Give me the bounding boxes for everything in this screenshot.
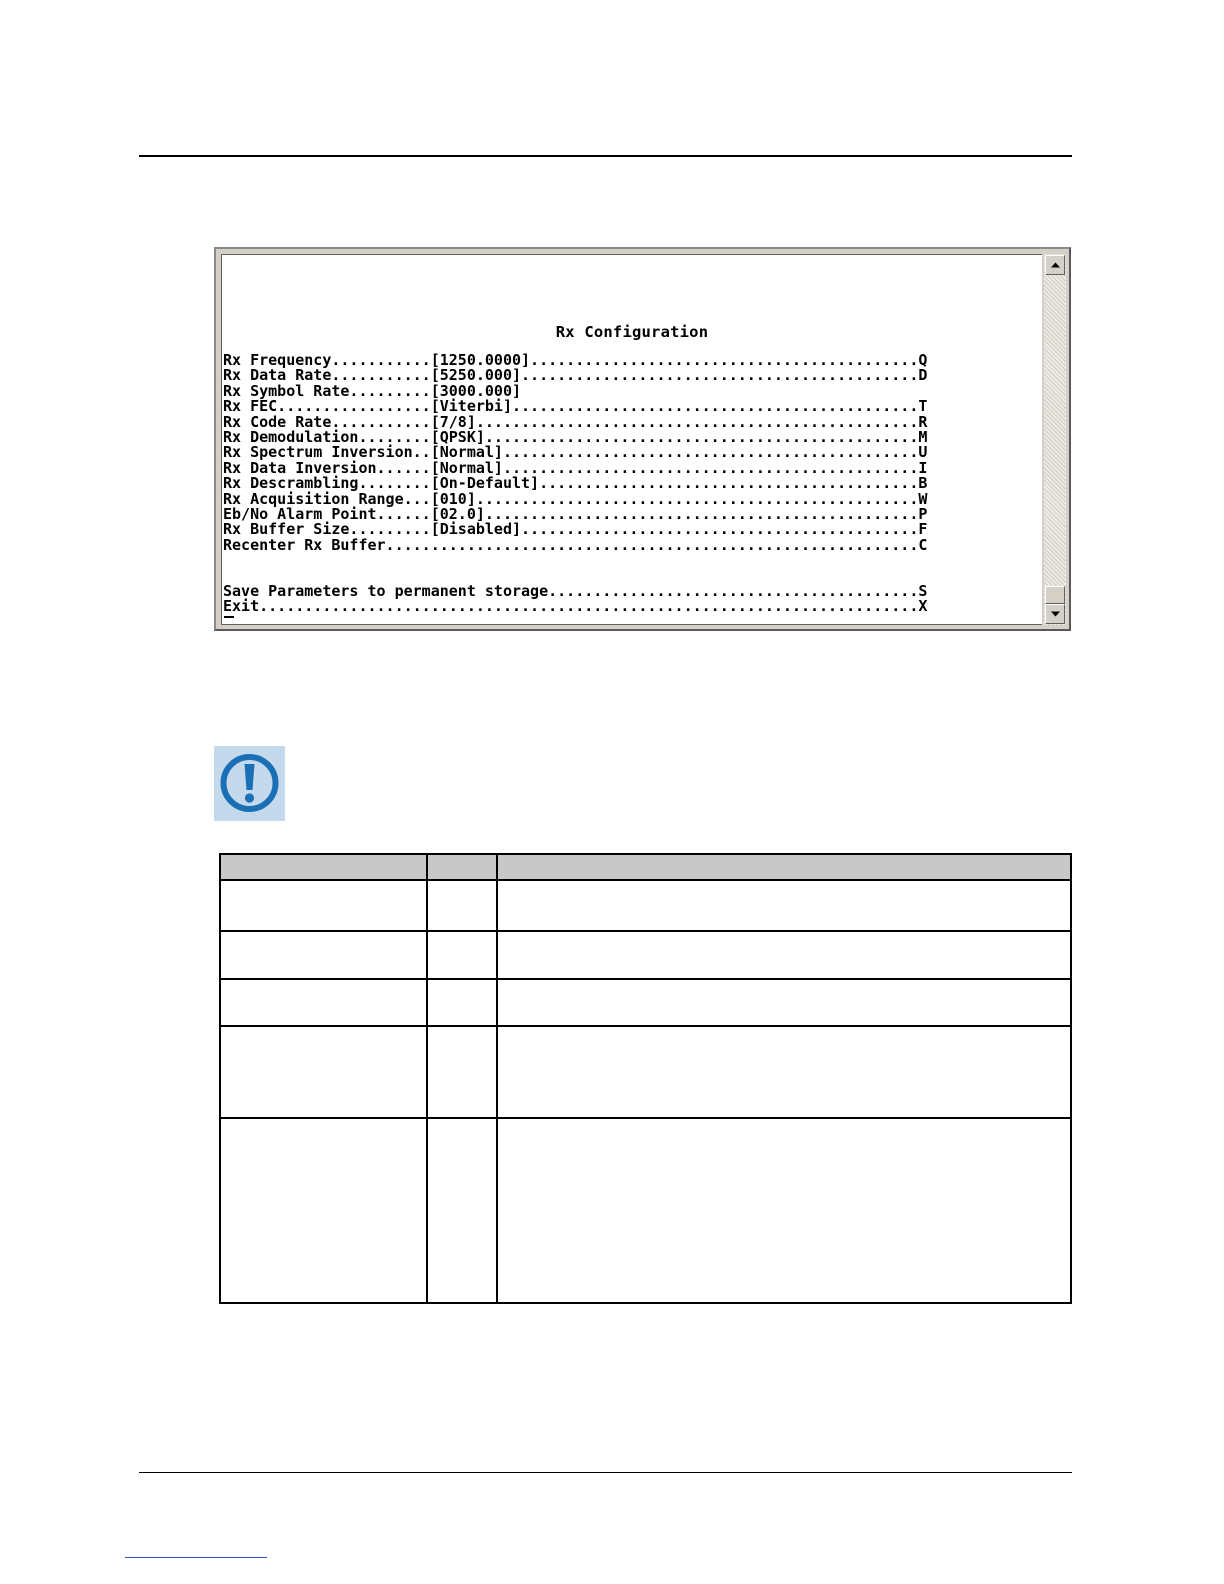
table-cell [220, 979, 427, 1026]
exclamation-circle-icon [214, 746, 285, 821]
menu-line-exit[interactable]: Exit.........................................................................X [223, 597, 928, 616]
menu-line-rx-buffer-size[interactable]: Rx Buffer Size.........[Disabled]............................................F [223, 520, 928, 539]
terminal-title: Rx Configuration [555, 323, 709, 341]
arrow-down-icon [1051, 611, 1060, 617]
table-row [220, 880, 1071, 931]
table-cell [427, 1026, 497, 1118]
table-cell [497, 880, 1071, 931]
header-rule [139, 155, 1072, 157]
table-cell [427, 1118, 497, 1303]
menu-line-save-parameters[interactable]: Save Parameters to permanent storage.........................................S [223, 581, 928, 600]
text-cursor [224, 616, 234, 618]
table-cell [497, 1118, 1071, 1303]
parameter-table [219, 853, 1072, 1304]
arrow-up-icon [1051, 262, 1060, 268]
table-cell [220, 1118, 427, 1303]
table-header-cell [427, 854, 497, 880]
table-row [220, 931, 1071, 978]
table-cell [220, 931, 427, 978]
table-cell [497, 931, 1071, 978]
terminal-window [214, 247, 1071, 631]
scroll-up-button[interactable] [1045, 255, 1065, 275]
menu-line-rx-descrambling[interactable]: Rx Descrambling........[On-Default]..........................................B [223, 474, 928, 493]
table-row [220, 1026, 1071, 1118]
menu-line-rx-data-rate[interactable]: Rx Data Rate...........[5250.000]............................................D [223, 366, 928, 385]
vertical-scrollbar[interactable] [1044, 254, 1066, 625]
menu-line-rx-code-rate[interactable]: Rx Code Rate...........[7/8].................................................R [223, 412, 928, 431]
important-icon [214, 746, 285, 821]
table-cell [220, 1026, 427, 1118]
table-cell [220, 880, 427, 931]
menu-line-rx-acquisition-range[interactable]: Rx Acquisition Range...[010].................................................W [223, 489, 928, 508]
table-header-cell [497, 854, 1071, 880]
footer-link-underline[interactable] [125, 1557, 267, 1558]
scroll-down-button[interactable] [1045, 604, 1065, 624]
terminal-menu [223, 353, 927, 615]
menu-line-rx-frequency[interactable]: Rx Frequency...........[1250.0000]...........................................Q [223, 351, 928, 369]
menu-line-rx-symbol-rate: Rx Symbol Rate.........[3000.000] [223, 381, 522, 400]
table-cell [427, 880, 497, 931]
menu-line-ebno-alarm-point[interactable]: Eb/No Alarm Point......[02.0]................................................P [223, 504, 928, 523]
menu-line-rx-demodulation[interactable]: Rx Demodulation........[QPSK]................................................M [223, 427, 928, 446]
terminal-screen[interactable] [221, 254, 1042, 625]
table-row [220, 1118, 1071, 1303]
menu-line-rx-data-inversion[interactable]: Rx Data Inversion......[Normal]..............................................I [223, 458, 928, 477]
table-cell [427, 979, 497, 1026]
table-row [220, 979, 1071, 1026]
table-cell [427, 931, 497, 978]
table-header-cell [220, 854, 427, 880]
menu-line-rx-spectrum-inversion[interactable]: Rx Spectrum Inversion..[Normal]..............................................U [223, 443, 928, 462]
table-header-row [220, 854, 1071, 880]
menu-line-rx-fec[interactable]: Rx FEC.................[Viterbi].............................................T [223, 397, 928, 416]
footer-rule [139, 1472, 1072, 1473]
table-cell [497, 979, 1071, 1026]
scroll-thumb[interactable] [1045, 586, 1065, 604]
menu-line-recenter-rx-buffer[interactable]: Recenter Rx Buffer...........................................................C [223, 535, 928, 554]
table-cell [497, 1026, 1071, 1118]
